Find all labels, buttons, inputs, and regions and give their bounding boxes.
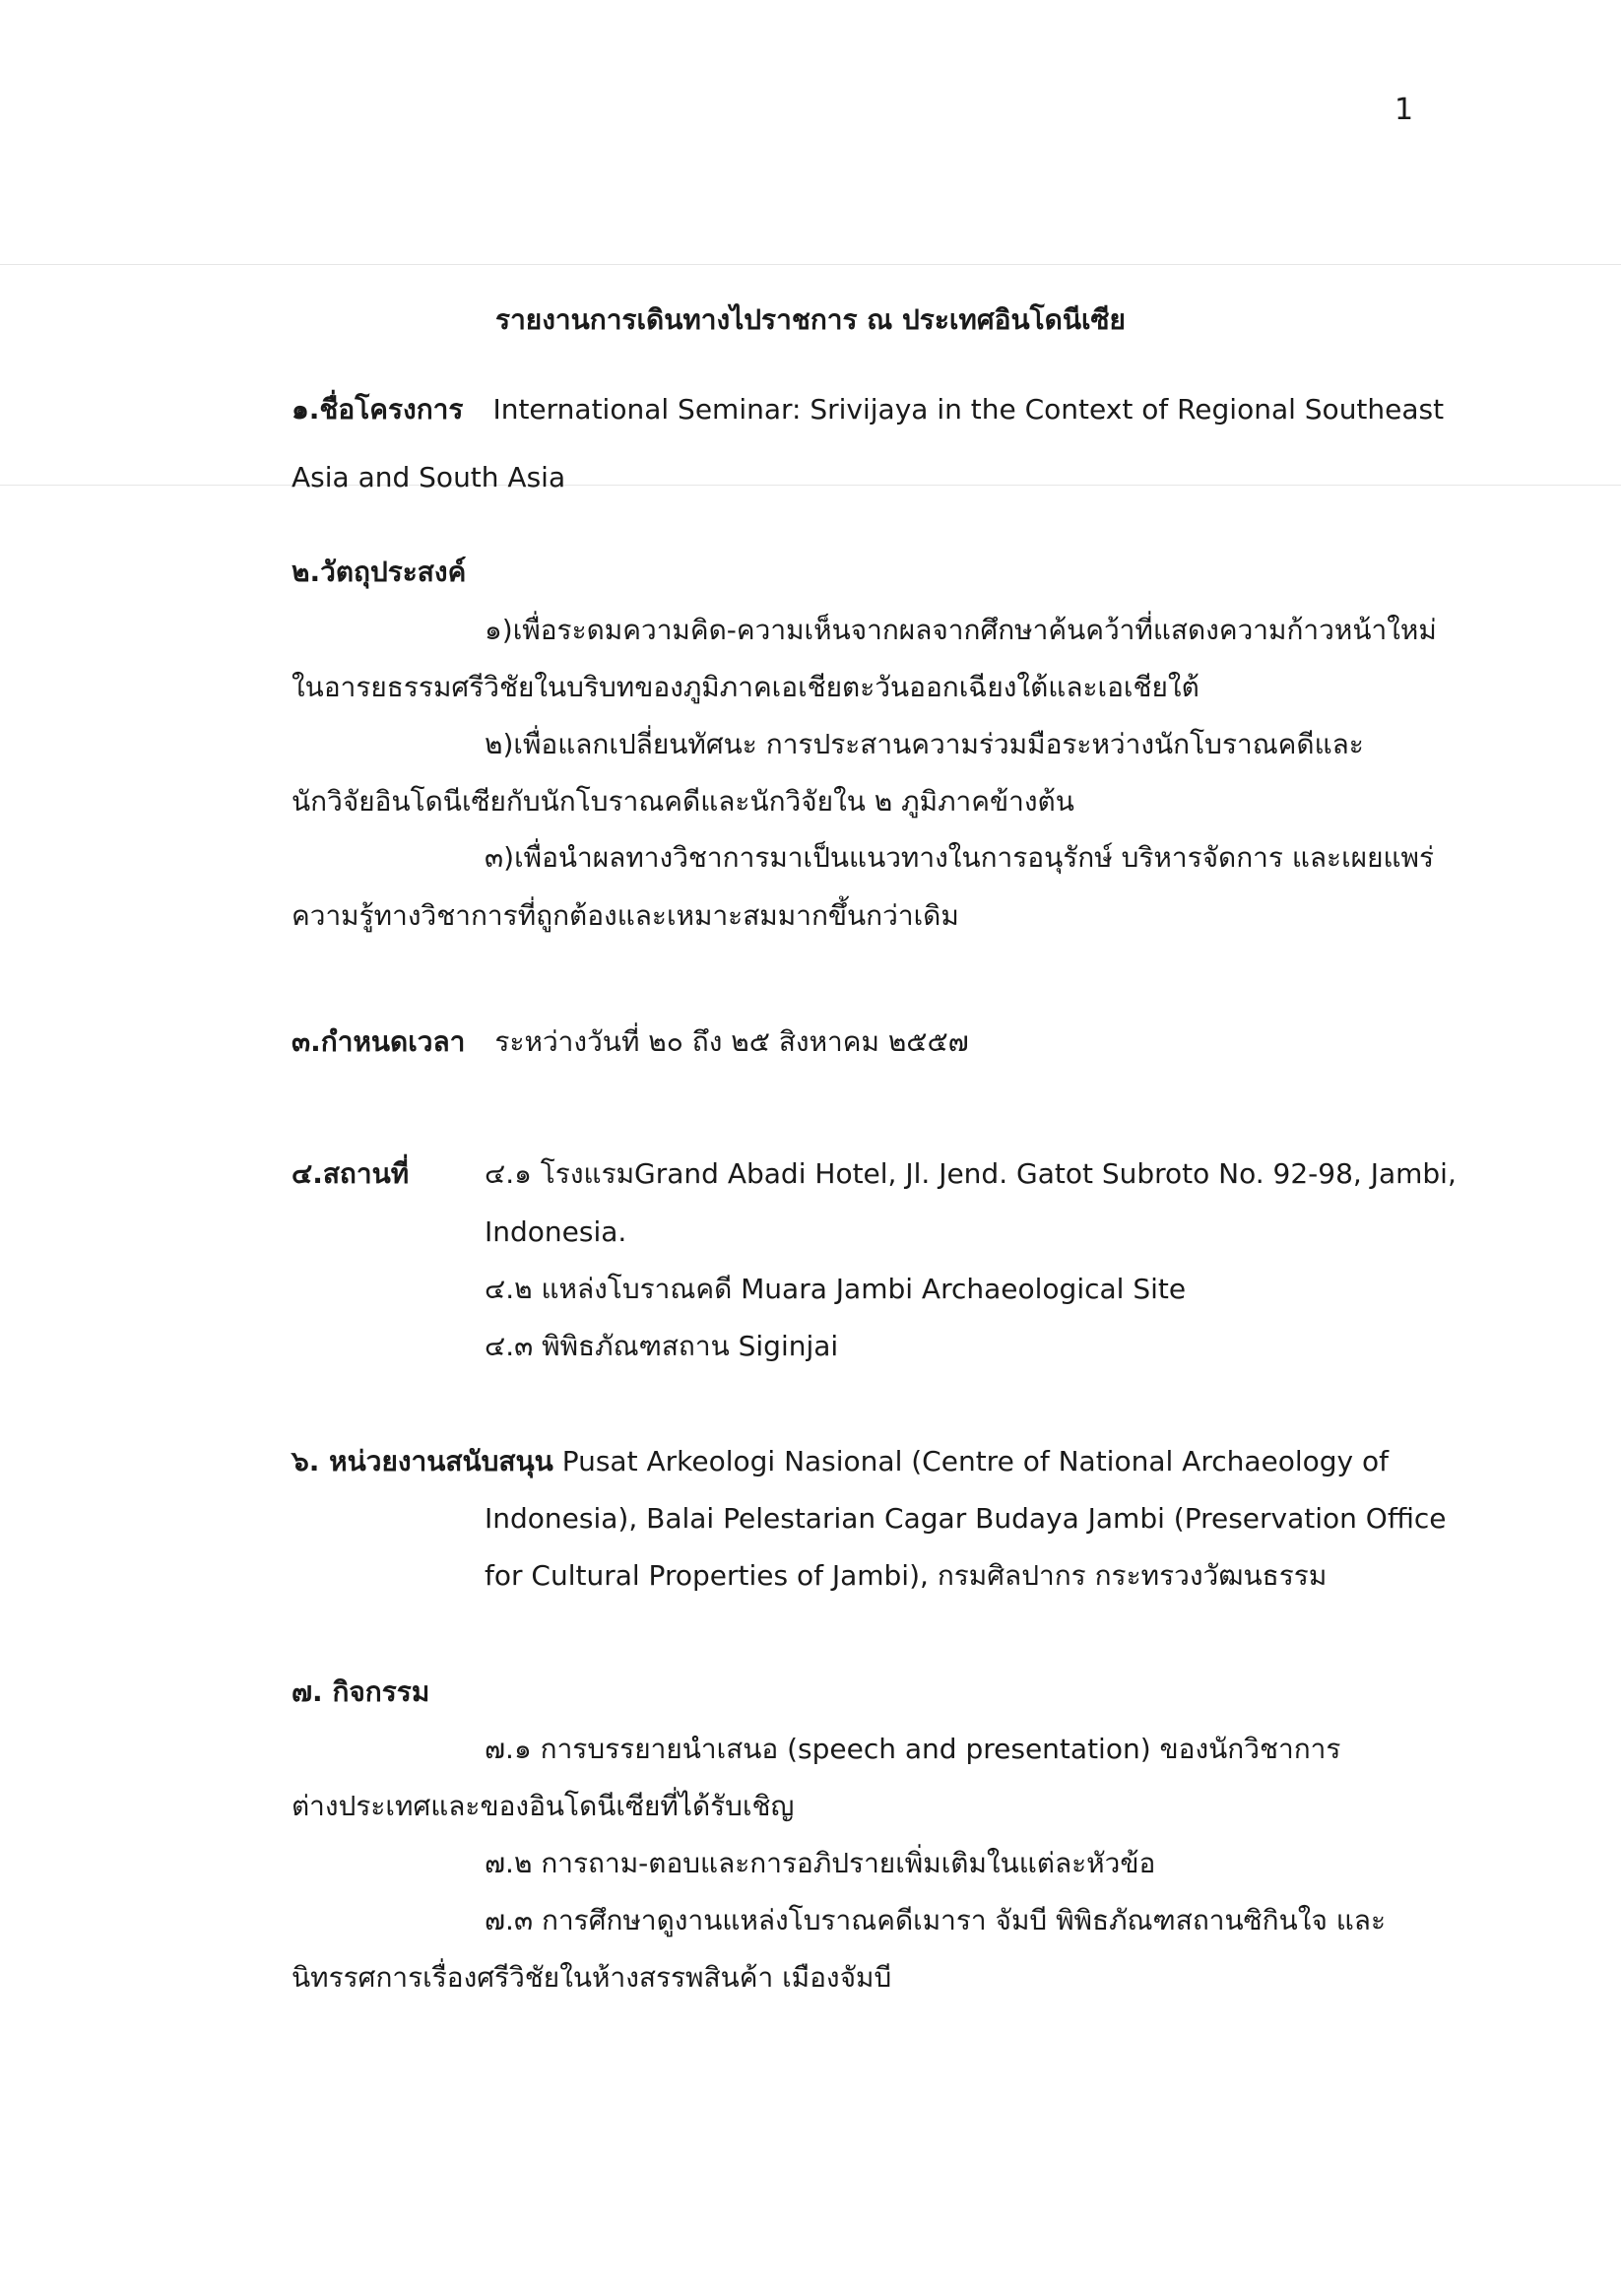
section-1-line-1	[292, 392, 1444, 427]
activity-7-1-line-1: ๗.๑ การบรรยายนำเสนอ (speech and presentation) ของนักวิชาการ	[485, 1733, 1341, 1765]
activity-7-1-line-2: ต่างประเทศและของอินโดนีเซียที่ได้รับเชิญ	[292, 1790, 795, 1822]
schedule-text: ระหว่างวันที่ ๒๐ ถึง ๒๕ สิงหาคม ๒๕๕๗	[494, 1025, 969, 1058]
activity-7-2: ๗.๒ การถาม-ตอบและการอภิปรายเพิ่มเติมในแต่ละหัวข้อ	[485, 1847, 1156, 1879]
objective-3-line-1: ๓)เพื่อนำผลทางวิชาการมาเป็นแนวทางในการอนุรักษ์ บริหารจัดการ และเผยแพร่	[485, 841, 1435, 874]
venue-4-1-line-1: ๔.๑ โรงแรมGrand Abadi Hotel, Jl. Jend. Gatot Subroto No. 92-98, Jambi,	[485, 1157, 1457, 1190]
project-name-line-1: International Seminar: Srivijaya in the Context of Regional Southeast	[492, 393, 1445, 426]
section-4-heading: ๔.สถานที่	[292, 1157, 410, 1190]
section-6-heading: ๖. หน่วยงานสนับสนุน	[292, 1445, 553, 1477]
report-title: รายงานการเดินทางไปราชการ ณ ประเทศอินโดนีเซีย	[495, 303, 1126, 336]
venue-4-1-line-2: Indonesia.	[485, 1215, 627, 1248]
objective-1-line-1: ๑)เพื่อระดมความคิด-ความเห็นจากผลจากศึกษาค้นคว้าที่แสดงความก้าวหน้าใหม่	[485, 614, 1437, 646]
scan-artifact-line	[0, 264, 1621, 265]
venue-4-3: ๔.๓ พิพิธภัณฑสถาน Siginjai	[485, 1330, 839, 1362]
support-line-1: Pusat Arkeologi Nasional (Centre of National Archaeology of	[561, 1445, 1390, 1477]
activity-7-3-line-1: ๗.๓ การศึกษาดูงานแหล่งโบราณคดีเมารา จัมบี พิพิธภัณฑสถานซิกินใจ และ	[485, 1904, 1386, 1936]
section-3-heading: ๓.กำหนดเวลา	[292, 1025, 466, 1058]
support-line-2: Indonesia), Balai Pelestarian Cagar Budaya Jambi (Preservation Office	[485, 1502, 1447, 1535]
section-3-line	[292, 1024, 969, 1060]
objective-2-line-2: นักวิจัยอินโดนีเซียกับนักโบราณคดีและนักวิจัยใน ๒ ภูมิภาคข้างต้น	[292, 785, 1074, 818]
support-line-3: for Cultural Properties of Jambi), กรมศิลปากร กระทรวงวัฒนธรรม	[485, 1559, 1328, 1592]
scan-artifact-line	[0, 485, 1621, 486]
project-name-line-2: Asia and South Asia	[292, 461, 566, 493]
section-7-heading: ๗. กิจกรรม	[292, 1675, 430, 1708]
section-1-heading: ๑.ชื่อโครงการ	[292, 393, 464, 426]
section-2-heading: ๒.วัตถุประสงค์	[292, 556, 467, 588]
objective-3-line-2: ความรู้ทางวิชาการที่ถูกต้องและเหมาะสมมากขึ้นกว่าเดิม	[292, 899, 959, 932]
page-number: 1	[1394, 93, 1414, 127]
objective-1-line-2: ในอารยธรรมศรีวิชัยในบริบทของภูมิภาคเอเชียตะวันออกเฉียงใต้และเอเชียใต้	[292, 671, 1200, 703]
objective-2-line-1: ๒)เพื่อแลกเปลี่ยนทัศนะ การประสานความร่วมมือระหว่างนักโบราณคดีและ	[485, 728, 1364, 760]
venue-4-2: ๔.๒ แหล่งโบราณคดี Muara Jambi Archaeological Site	[485, 1273, 1187, 1305]
activity-7-3-line-2: นิทรรศการเรื่องศรีวิชัยในห้างสรรพสินค้า เมืองจัมบี	[292, 1961, 892, 1994]
section-6-line-1	[292, 1444, 1389, 1479]
